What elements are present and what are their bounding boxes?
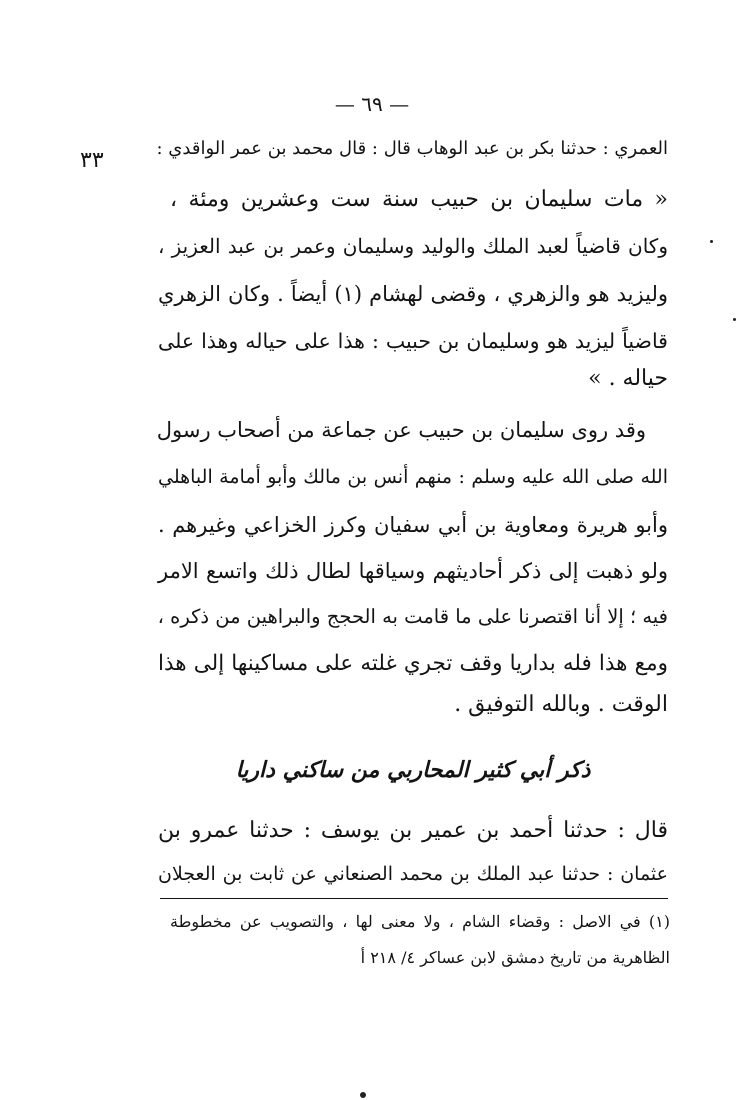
footnote-line: الظاهرية من تاريخ دمشق لابن عساكر ٤/ ٢١٨ أ bbox=[360, 948, 670, 967]
body-line: الوقت . وبالله التوفيق . bbox=[454, 692, 668, 717]
section-line: قال : حدثنا أحمد بن عمير بن يوسف : حدثنا عمرو بن bbox=[158, 818, 668, 843]
section-line: عثمان : حدثنا عبد الملك بن محمد الصنعاني عن ثابت بن العجلان bbox=[158, 863, 668, 885]
body-line: العمري : حدثنا بكر بن عبد الوهاب قال : قال محمد بن عمر الواقدي : bbox=[156, 138, 668, 159]
section-heading: ذكر أبي كثير المحاربي من ساكني داريا bbox=[235, 757, 591, 783]
body-line: فيه ؛ إلا أنا اقتصرنا على ما قامت به الحجج والبراهين من ذكره ، bbox=[157, 605, 668, 628]
page-mark bbox=[360, 1092, 366, 1098]
footnote-divider bbox=[160, 898, 668, 899]
body-line: وقد روى سليمان بن حبيب عن جماعة من أصحاب رسول bbox=[156, 418, 646, 442]
body-line: وليزيد هو والزهري ، وقضى لهشام (١) أيضاً . وكان الزهري bbox=[158, 282, 668, 306]
body-line: حياله . » bbox=[588, 366, 668, 391]
margin-mark bbox=[733, 318, 736, 321]
margin-number: ٣٣ bbox=[80, 148, 104, 173]
footnote-line: (١) في الاصل : وقضاء الشام ، ولا معنى لها ، والتصويب عن مخطوطة bbox=[170, 912, 670, 931]
body-line: « مات سليمان بن حبيب سنة ست وعشرين ومئة ، bbox=[170, 187, 668, 212]
body-line: ومع هذا فله بداريا وقف تجري غلته على مساكينها إلى هذا bbox=[158, 651, 668, 676]
body-line: ولو ذهبت إلى ذكر أحاديثهم وسياقها لطال ذلك واتسع الامر bbox=[158, 559, 668, 583]
page-number: — ٦٩ — bbox=[334, 92, 410, 116]
margin-mark bbox=[710, 240, 713, 243]
body-line: وكان قاضياً لعبد الملك والوليد وسليمان وعمر بن عبد العزيز ، bbox=[158, 234, 668, 258]
body-line: الله صلى الله عليه وسلم : منهم أنس بن مالك وأبو أمامة الباهلي bbox=[158, 466, 668, 488]
body-line: وأبو هريرة ومعاوية بن أبي سفيان وكرز الخزاعي وغيرهم . bbox=[158, 513, 668, 537]
body-line: قاضياً ليزيد هو وسليمان بن حبيب : هذا على حياله وهذا على bbox=[158, 329, 668, 353]
